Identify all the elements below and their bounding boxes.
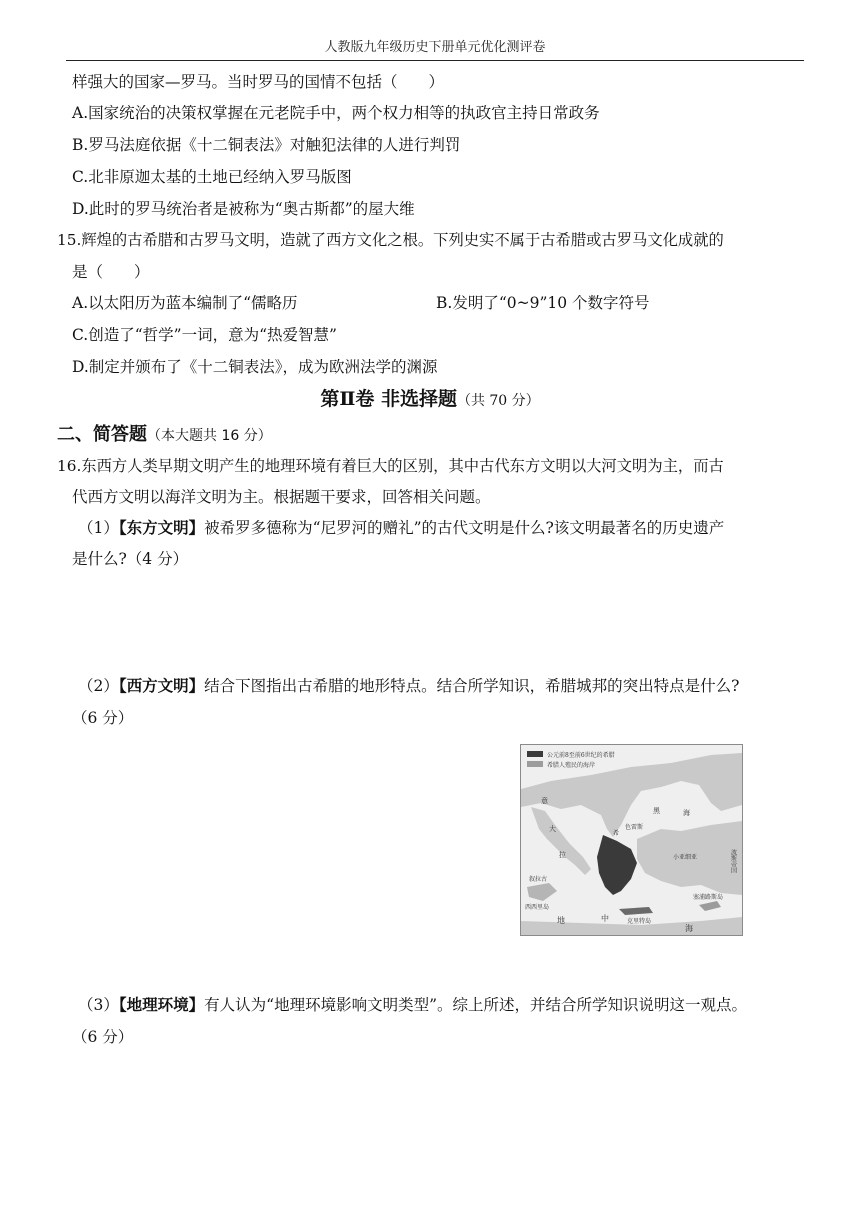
map-label-li: 拉 xyxy=(559,851,566,859)
q14-option-a: A.国家统治的决策权掌握在元老院手中，两个权力相等的执政官主持日常政务 xyxy=(72,104,600,122)
part2-title xyxy=(0,384,860,411)
q15-stem-line2: 是（ ） xyxy=(72,263,150,281)
q16-sub2-num: （2） xyxy=(78,677,119,695)
q15-option-a: A.以太阳历为蓝本编制了“儒略历 xyxy=(72,294,298,312)
map-label-xi: 希 xyxy=(613,830,620,837)
q14-stem-tail: 样强大的国家—罗马。当时罗马的国情不包括（ ） xyxy=(72,73,445,91)
map-label-yi: 意 xyxy=(541,797,548,805)
section2-score-note: （本大题共 16 分） xyxy=(147,428,272,444)
map-label-syracuse: 叙拉古 xyxy=(529,876,548,883)
map-svg xyxy=(521,745,742,935)
ancient-greece-map xyxy=(520,744,743,936)
q16-sub2-line2: （6 分） xyxy=(72,709,134,727)
legend-swatch-colony xyxy=(527,761,543,767)
q16-sub3-text: 有人认为“地理环境影响文明类型”。综上所述，并结合所学知识说明这一观点。 xyxy=(204,996,747,1014)
q16-sub1-num: （1） xyxy=(78,519,119,537)
q16-sub3-num: （3） xyxy=(78,996,119,1014)
q14-option-d: D.此时的罗马统治者是被称为“奥古斯都”的屋大维 xyxy=(72,200,415,218)
header-rule xyxy=(66,60,804,61)
map-label-cyprus: 塞浦路斯岛 xyxy=(693,894,724,901)
legend-greece-label: 公元前8至前6世纪的希腊 xyxy=(547,752,615,759)
q16-sub1-tag: 【东方文明】 xyxy=(118,519,205,537)
map-label-hei: 黑 xyxy=(653,807,660,815)
map-label-persia: 波斯帝国 xyxy=(729,849,737,873)
q15-option-b: B.发明了“0~9”10 个数字符号 xyxy=(436,294,650,312)
q16-sub3-line2: （6 分） xyxy=(72,1028,134,1046)
q14-option-b: B.罗马法庭依据《十二铜表法》对触犯法律的人进行判罚 xyxy=(72,136,461,154)
q15-option-c: C.创造了“哲学”一词，意为“热爱智慧” xyxy=(72,326,337,344)
map-label-asia-minor: 小亚细亚 xyxy=(673,854,698,861)
map-label-di: 地 xyxy=(557,916,565,925)
section2-title-text: 二、简答题 xyxy=(57,424,147,445)
q16-sub1-text: 被希罗多德称为“尼罗河的赠礼”的古代文明是什么?该文明最著名的历史遗产 xyxy=(204,519,725,537)
q16-sub3-tag: 【地理环境】 xyxy=(118,996,205,1014)
q16-sub1-line2: 是什么?（4 分） xyxy=(72,550,189,568)
q16-sub1 xyxy=(78,518,724,538)
map-label-zhong: 中 xyxy=(601,914,609,923)
q16-stem-line2: 代西方文明以海洋文明为主。根据题干要求，回答相关问题。 xyxy=(72,488,491,506)
q16-sub2-tag: 【西方文明】 xyxy=(118,677,205,695)
q16-sub3 xyxy=(78,995,747,1015)
map-label-thrace: 色雷斯 xyxy=(625,824,644,831)
map-label-crete: 克里特岛 xyxy=(627,918,652,925)
legend-colony-label: 希腊人殖民的海岸 xyxy=(547,762,596,769)
map-label-hai2: 海 xyxy=(685,924,693,933)
q16-stem: 16.东西方人类早期文明产生的地理环境有着巨大的区别，其中古代东方文明以大河文明为主，而古 xyxy=(57,457,724,475)
map-label-sicily: 西西里岛 xyxy=(525,904,550,911)
map-label-da: 大 xyxy=(549,825,556,833)
legend-swatch-greece xyxy=(527,751,543,757)
q15-stem: 15.辉煌的古希腊和古罗马文明，造就了西方文化之根。下列史实不属于古希腊或古罗马文化成就的 xyxy=(57,231,724,249)
map-label-hai: 海 xyxy=(683,809,690,817)
q14-option-c: C.北非原迦太基的土地已经纳入罗马版图 xyxy=(72,168,352,186)
part2-score-note: （共 70 分） xyxy=(456,393,540,409)
part2-title-text: 第Ⅱ卷 非选择题 xyxy=(320,388,457,410)
q16-sub2 xyxy=(78,676,739,696)
q16-sub2-text: 结合下图指出古希腊的地形特点。结合所学知识，希腊城邦的突出特点是什么? xyxy=(204,677,740,695)
q15-option-d: D.制定并颁布了《十二铜表法》，成为欧洲法学的渊源 xyxy=(72,358,438,376)
section2-title xyxy=(57,420,272,446)
page-header: 人教版九年级历史下册单元优化测评卷 xyxy=(324,40,546,55)
